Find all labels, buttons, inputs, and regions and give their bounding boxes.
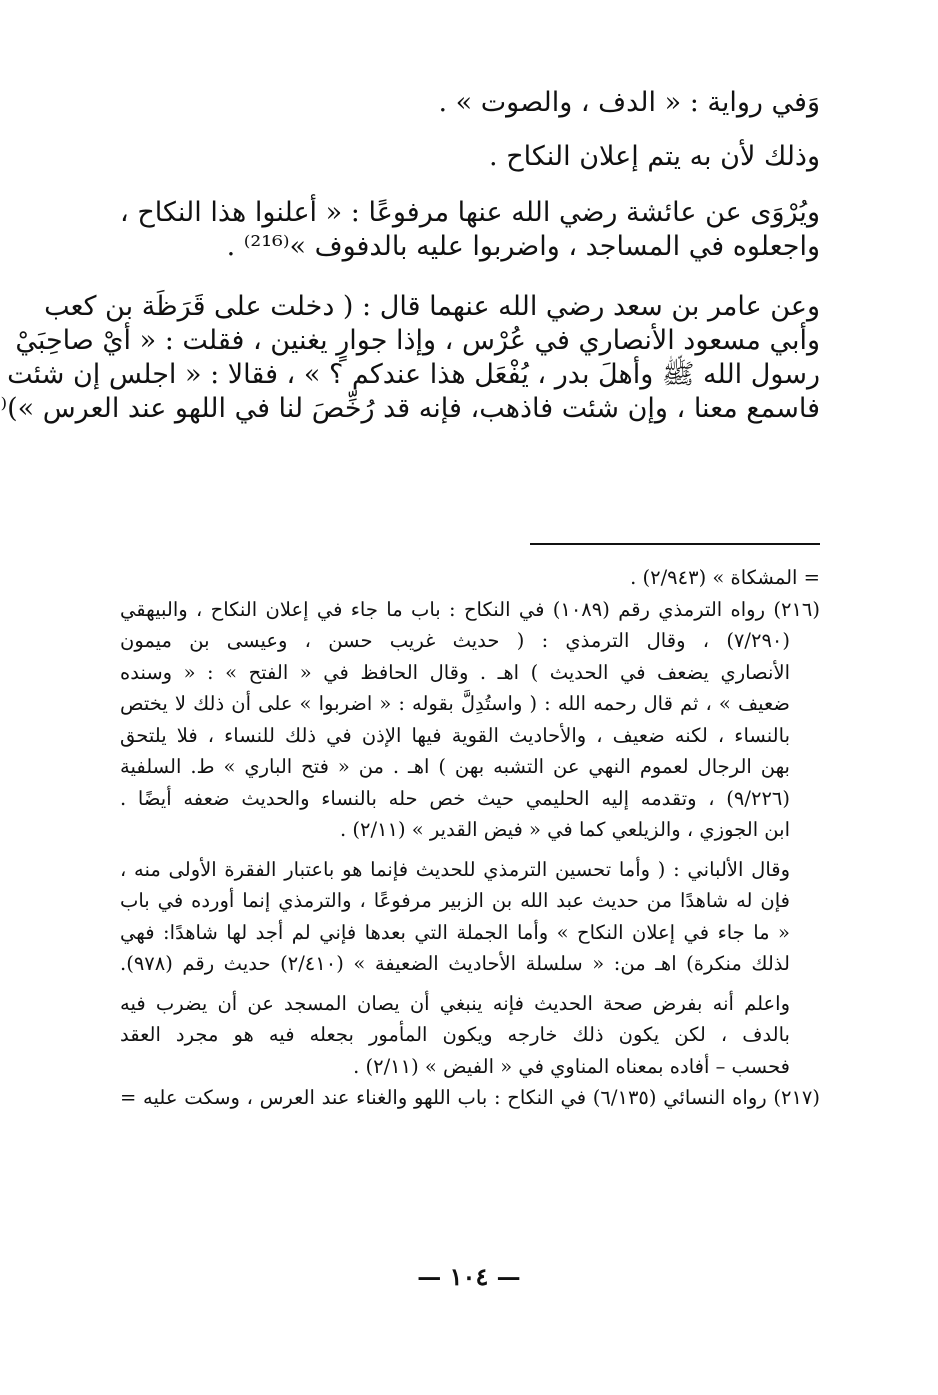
footnote-line: واعلم أنه بفرض صحة الحديث فإنه ينبغي أن يصان المسجد عن أن يضرب فيه xyxy=(120,991,790,1015)
footnote-line: وقال الألباني : ( وأما تحسين الترمذي للحديث فإنما هو باعتبار الفقرة الأولى منه ، xyxy=(120,857,790,881)
footnote-line: فحسب – أفاده بمعناه المناوي في « الفيض » (٢/١١) . xyxy=(353,1054,790,1078)
footnotes xyxy=(120,562,820,1114)
footnote-line: (٩/٢٢٦) ، وتقدمه إليه الحليمي حيث خص حله بالنساء والحديث ضعفه أيضًا . xyxy=(120,786,790,810)
albani-comment xyxy=(120,854,820,980)
footnote-line: ابن الجوزي ، والزيلعي كما في « فيض القدير » (٢/١١) . xyxy=(339,818,790,841)
footnote-line: « ما جاء في إعلان النكاح » وأما الجملة التي بعدها فإني لم أجد لها شاهدًا: فهي xyxy=(120,920,790,944)
footnote-line: بالدف ، لكن يكون ذلك خارجه ويكون المأمور بجعله فيه هو مجرد العقد xyxy=(120,1023,790,1046)
main-line: فاسمع معنا ، وإن شئت فاذهب، فإنه قد رُخِّصَ لنا في اللهو عند العرس »)⁽ xyxy=(0,393,820,424)
footnote-line: بهن الرجال لعموم النهي عن التشبه بهن ) اهـ . من « فتح الباري » ط. السلفية xyxy=(120,755,790,778)
footnote-line: لذلك منكرة) اهـ من: « سلسلة الأحاديث الضعيفة » (٢/٤١٠) حديث رقم (٩٧٨). xyxy=(120,952,790,975)
main-line: واجعلوه في المساجد ، واضربوا عليه بالدفوف »⁽²¹⁶⁾ . xyxy=(226,231,820,262)
footnote-line: ضعيف » ، ثم قال رحمه الله : ( واستُدِلَّ بقوله : « اضربوا » على أن ذلك لا يختص xyxy=(120,692,790,715)
main-line: ويُرْوَى عن عائشة رضي الله عنها مرفوعًا : « أعلنوا هذا النكاح ، xyxy=(120,197,820,228)
main-line: وأبي مسعود الأنصاري في عُرْس ، وإذا جوارٍ يغنين ، فقلت : « أيْ صاحِبَيْ xyxy=(15,325,820,356)
footnote-line: فإن له شاهدًا من حديث عبد الله بن الزبير مرفوعًا ، والترمذي إنما أورده في باب xyxy=(120,889,790,912)
main-line: وعن عامر بن سعد رضي الله عنهما قال : ( دخلت على قَرَظَة بن كعب xyxy=(44,291,820,322)
main-line: وذلك لأن به يتم إعلان النكاح . xyxy=(489,141,820,172)
footnote-separator xyxy=(530,543,820,545)
footnote-line: بالنساء ، لكنه ضعيف ، والأحاديث القوية فيها الإذن في ذلك للنساء ، فلا يلتحق xyxy=(120,723,790,747)
footnote-216 xyxy=(120,594,820,846)
footnote-line: (٧/٢٩٠) ، وقال الترمذي : ( حديث غريب حسن ، وعيسى بن ميمون xyxy=(120,629,790,652)
main-line: وَفي رواية : « الدف ، والصوت » . xyxy=(438,87,820,118)
author-remark xyxy=(120,988,820,1083)
main-text xyxy=(0,86,820,426)
footnote-line: الأنصاري يضعف في الحديث ) اهـ . وقال الحافظ في « الفتح » : « وسنده xyxy=(120,660,790,684)
footnote-217: (٢١٧) رواه النسائي (٦/١٣٥) في النكاح : باب اللهو والغناء عند العرس ، وسكت عليه = xyxy=(120,1086,820,1109)
page-number: — ١٠٤ — xyxy=(417,1262,521,1291)
footnote-continuation: = المشكاة » (٢/٩٤٣) . xyxy=(630,566,820,589)
footnote-line: (٢١٦) رواه الترمذي رقم (١٠٨٩) في النكاح : باب ما جاء في إعلان النكاح ، والبيهقي xyxy=(120,597,820,621)
main-line: رسول الله ﷺ وأهلَ بدر ، يُفْعَل هذا عندكم ؟ » ، فقالا : « اجلس إن شئت xyxy=(7,359,820,390)
